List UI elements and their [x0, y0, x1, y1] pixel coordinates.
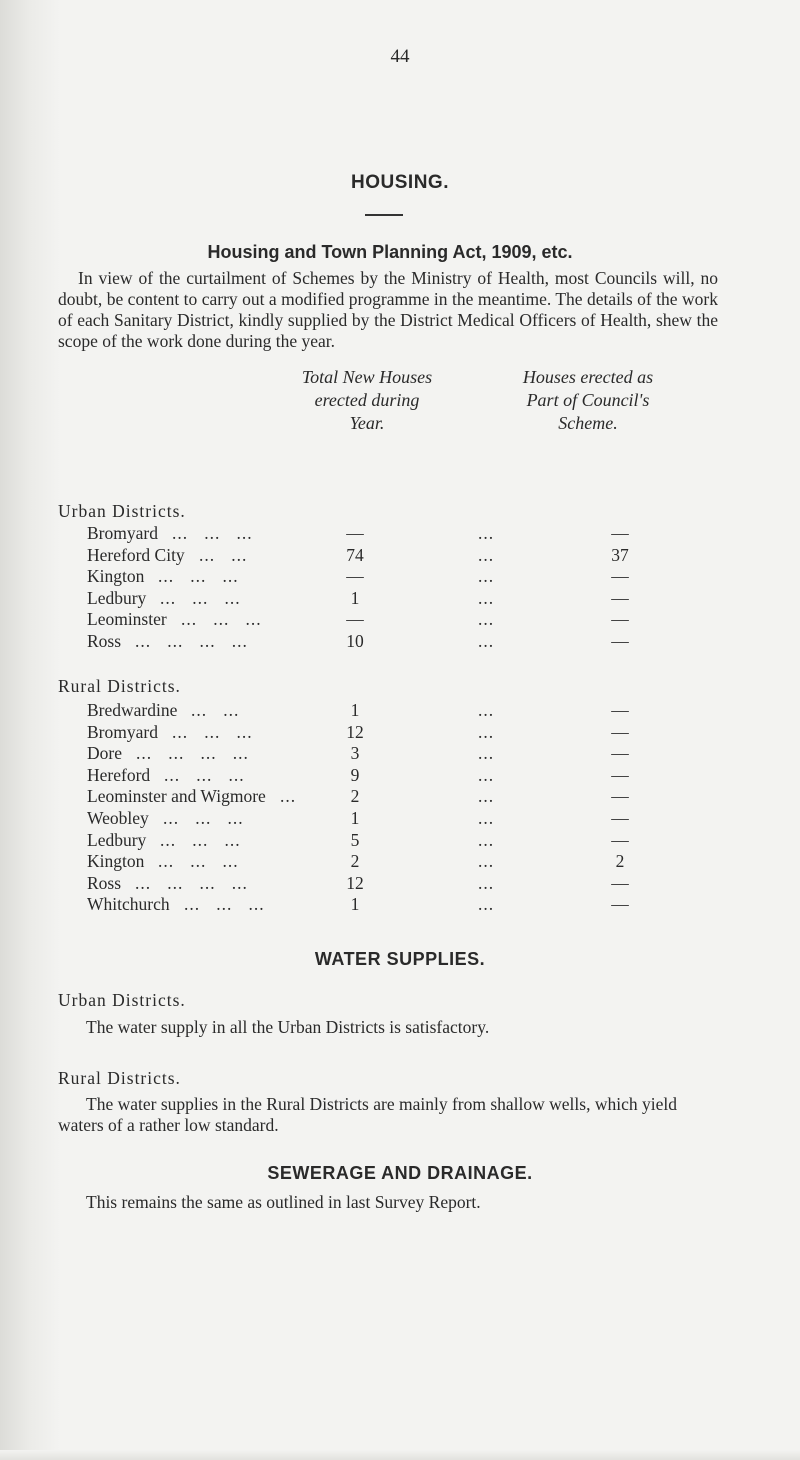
district-name: Ledbury	[87, 587, 147, 608]
council-houses-value: —	[611, 566, 629, 587]
leader-dots: ... ... ...	[163, 808, 244, 828]
district-name: Hereford	[87, 764, 151, 785]
new-houses-value: 9	[350, 764, 360, 785]
table-row	[0, 894, 800, 916]
leader-dots: ...	[478, 566, 495, 587]
act-subheading: Housing and Town Planning Act, 1909, etc.	[207, 242, 573, 262]
new-houses-value: —	[346, 609, 364, 630]
leader-dots: ... ... ... ...	[135, 631, 248, 651]
district-name: Bredwardine	[87, 700, 178, 720]
leader-dots: ...	[478, 721, 495, 742]
leader-dots: ...	[478, 894, 495, 915]
leader-dots: ...	[478, 523, 495, 543]
new-houses-value: 2	[350, 786, 360, 807]
leader-dots: ... ...	[191, 700, 240, 720]
new-houses-value: —	[346, 566, 364, 587]
new-houses-value: 12	[346, 872, 364, 893]
leader-dots: ...	[478, 786, 495, 807]
leader-dots: ...	[478, 587, 495, 608]
district-name: Dore	[87, 743, 122, 764]
district-name: Leominster	[87, 609, 167, 630]
new-houses-value: 10	[346, 631, 364, 651]
district-name: Whitchurch	[87, 894, 170, 915]
table-row	[0, 765, 800, 787]
leader-dots: ...	[478, 700, 495, 720]
new-houses-value: —	[346, 523, 364, 543]
new-houses-value: 1	[350, 808, 360, 828]
new-houses-value: 1	[350, 894, 360, 915]
district-name: Kington	[87, 851, 145, 872]
council-houses-value: —	[611, 523, 629, 543]
water-urban-label: Urban Districts.	[58, 990, 186, 1010]
council-houses-value: 37	[611, 544, 629, 565]
leader-dots: ...	[280, 786, 297, 807]
water-rural-label: Rural Districts.	[58, 1068, 181, 1088]
council-houses-value: —	[611, 700, 629, 720]
leader-dots: ... ...	[199, 544, 248, 565]
new-houses-value: 5	[350, 829, 360, 850]
column-header-council-scheme: Houses erected as Part of Council's Scheme.	[522, 367, 654, 433]
district-name: Weobley	[87, 808, 149, 828]
rural-districts-label: Rural Districts.	[58, 676, 181, 696]
table-row	[0, 851, 800, 873]
table-row	[0, 700, 800, 722]
new-houses-value: 3	[350, 743, 360, 764]
table-row	[0, 545, 800, 567]
leader-dots: ... ... ...	[158, 851, 239, 872]
urban-districts-label: Urban Districts.	[58, 501, 186, 521]
new-houses-value: 1	[350, 587, 360, 608]
district-name: Bromyard	[87, 721, 158, 742]
column-header-new-houses: Total New Houses erected during Year.	[301, 367, 433, 433]
council-houses-value: —	[611, 743, 629, 764]
table-row	[0, 722, 800, 744]
district-name: Kington	[87, 566, 145, 587]
district-name: Ledbury	[87, 829, 147, 850]
leader-dots: ...	[478, 631, 495, 651]
water-rural-text: The water supplies in the Rural Districts are mainly from shallow wells, which yield waters of a rather low standard.	[58, 1094, 677, 1135]
water-supplies-heading: WATER SUPPLIES.	[314, 949, 486, 969]
table-row	[0, 808, 800, 830]
leader-dots: ...	[478, 851, 495, 872]
new-houses-value: 1	[350, 700, 360, 720]
leader-dots: ...	[478, 609, 495, 630]
leader-dots: ...	[478, 829, 495, 850]
title-rule	[365, 214, 403, 216]
council-houses-value: —	[611, 609, 629, 630]
leader-dots: ... ... ...	[158, 566, 239, 587]
page-bottom-edge	[0, 1450, 800, 1460]
leader-dots: ...	[478, 544, 495, 565]
table-row	[0, 743, 800, 765]
leader-dots: ...	[478, 743, 495, 764]
sewerage-text: This remains the same as outlined in last Survey Report.	[86, 1192, 481, 1212]
council-houses-value: —	[611, 829, 629, 850]
council-houses-value: —	[611, 808, 629, 828]
leader-dots: ... ... ...	[181, 609, 262, 630]
new-houses-value: 74	[346, 544, 364, 565]
district-name: Ross	[87, 631, 122, 651]
leader-dots: ...	[478, 872, 495, 893]
table-row	[0, 523, 800, 545]
council-houses-value: —	[611, 631, 629, 651]
table-row	[0, 566, 800, 588]
table-row	[0, 786, 800, 808]
district-name: Leominster and Wigmore	[87, 786, 266, 807]
leader-dots: ... ... ...	[172, 721, 253, 742]
council-houses-value: —	[611, 872, 629, 893]
page-title: HOUSING.	[351, 172, 449, 193]
district-name: Ross	[87, 872, 122, 893]
council-houses-value: —	[611, 587, 629, 608]
sewerage-heading: SEWERAGE AND DRAINAGE.	[267, 1163, 533, 1183]
leader-dots: ... ... ...	[172, 523, 253, 543]
table-row	[0, 588, 800, 610]
new-houses-value: 12	[346, 721, 364, 742]
leader-dots: ...	[478, 764, 495, 785]
table-row	[0, 830, 800, 852]
council-houses-value: —	[611, 786, 629, 807]
table-row	[0, 631, 800, 653]
council-houses-value: —	[611, 721, 629, 742]
leader-dots: ... ... ... ...	[136, 743, 249, 764]
leader-dots: ... ... ...	[160, 829, 241, 850]
council-houses-value: 2	[615, 851, 625, 872]
water-urban-text: The water supply in all the Urban Districts is satisfactory.	[86, 1017, 490, 1037]
council-houses-value: —	[611, 894, 629, 915]
leader-dots: ... ... ...	[160, 587, 241, 608]
leader-dots: ...	[478, 808, 495, 828]
page-number: 44	[390, 46, 410, 67]
district-name: Hereford City	[87, 544, 185, 565]
council-houses-value: —	[611, 764, 629, 785]
district-name: Bromyard	[87, 523, 158, 543]
table-row	[0, 609, 800, 631]
table-row	[0, 873, 800, 895]
new-houses-value: 2	[350, 851, 360, 872]
intro-paragraph: In view of the curtailment of Schemes by the Ministry of Health, most Councils will, no doubt, be content to carry out a modified programme in the meantime. The details of the work of each Sanitary District, kindly supplied by the District Medical Officers of Health, shew the scope of the work done during the year.	[58, 268, 718, 351]
leader-dots: ... ... ... ...	[135, 872, 248, 893]
leader-dots: ... ... ...	[184, 894, 265, 915]
leader-dots: ... ... ...	[164, 764, 245, 785]
